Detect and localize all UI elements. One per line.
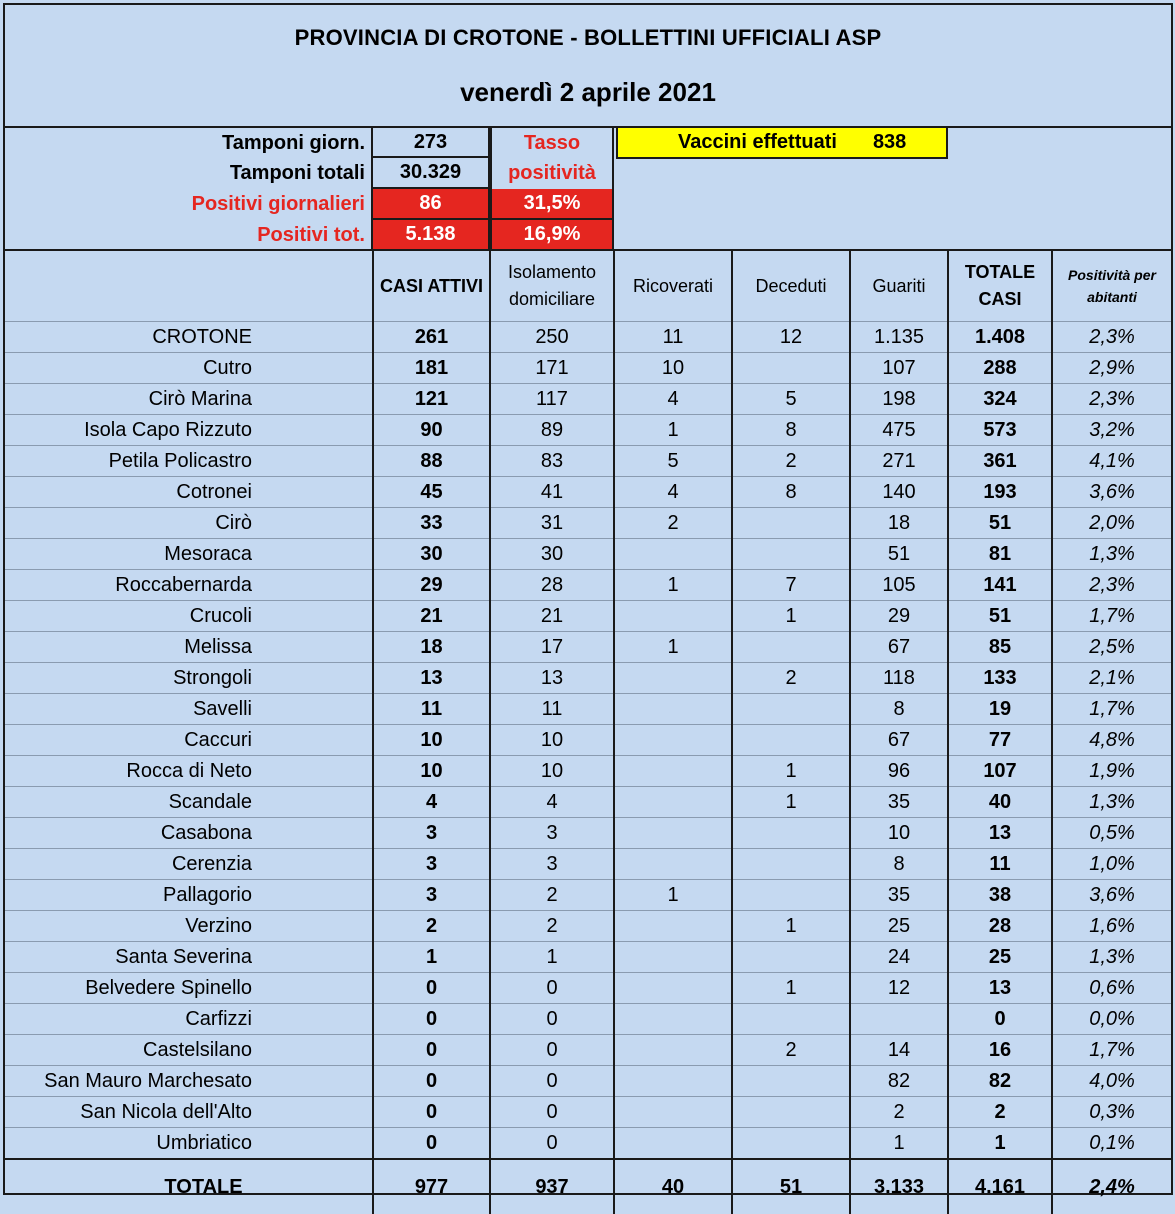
row-positivita: 1,3% bbox=[1052, 787, 1171, 818]
header-totale-line2: CASI bbox=[978, 289, 1022, 309]
row-name: Cirò bbox=[5, 508, 373, 539]
row-deceduti bbox=[732, 353, 850, 384]
row-casi-attivi: 0 bbox=[373, 1004, 490, 1035]
row-totale-casi: 11 bbox=[948, 849, 1052, 880]
row-deceduti: 1 bbox=[732, 787, 850, 818]
row-ricoverati bbox=[614, 1128, 732, 1160]
row-ricoverati bbox=[614, 1066, 732, 1097]
table-row bbox=[5, 1035, 1171, 1066]
table-row bbox=[5, 322, 1171, 353]
header-totale-casi bbox=[948, 251, 1052, 322]
row-totale-casi: 13 bbox=[948, 818, 1052, 849]
row-isolamento: 28 bbox=[490, 570, 614, 601]
tamponi-giorn-label: Tamponi giorn. bbox=[222, 131, 365, 154]
row-deceduti: 2 bbox=[732, 446, 850, 477]
row-name: Roccabernarda bbox=[5, 570, 373, 601]
row-name: Casabona bbox=[5, 818, 373, 849]
table-row bbox=[5, 1066, 1171, 1097]
table-row bbox=[5, 477, 1171, 508]
row-casi-attivi: 977 bbox=[373, 1159, 490, 1214]
row-casi-attivi: 4 bbox=[373, 787, 490, 818]
row-casi-attivi: 3 bbox=[373, 818, 490, 849]
row-casi-attivi: 0 bbox=[373, 973, 490, 1004]
row-isolamento: 0 bbox=[490, 973, 614, 1004]
row-casi-attivi: 88 bbox=[373, 446, 490, 477]
tamponi-giorn-value: 273 bbox=[371, 128, 490, 158]
row-positivita: 2,9% bbox=[1052, 353, 1171, 384]
row-deceduti: 5 bbox=[732, 384, 850, 415]
row-casi-attivi: 90 bbox=[373, 415, 490, 446]
row-casi-attivi: 33 bbox=[373, 508, 490, 539]
row-ricoverati: 1 bbox=[614, 415, 732, 446]
row-casi-attivi: 11 bbox=[373, 694, 490, 725]
row-isolamento: 0 bbox=[490, 1097, 614, 1128]
row-guariti: 198 bbox=[850, 384, 948, 415]
row-isolamento: 0 bbox=[490, 1004, 614, 1035]
table-row bbox=[5, 1128, 1171, 1160]
vaccini-value: 838 bbox=[872, 131, 907, 153]
header-positivita-line1: Positività per bbox=[1068, 267, 1156, 283]
row-guariti bbox=[850, 1004, 948, 1035]
row-name: Belvedere Spinello bbox=[5, 973, 373, 1004]
row-deceduti: 2 bbox=[732, 1035, 850, 1066]
row-ricoverati: 4 bbox=[614, 384, 732, 415]
row-isolamento: 171 bbox=[490, 353, 614, 384]
row-ricoverati bbox=[614, 756, 732, 787]
row-deceduti: 51 bbox=[732, 1159, 850, 1214]
row-guariti: 82 bbox=[850, 1066, 948, 1097]
row-casi-attivi: 3 bbox=[373, 849, 490, 880]
header-totale-line1: TOTALE bbox=[964, 262, 1036, 282]
row-deceduti bbox=[732, 1004, 850, 1035]
tasso-label-line1: Tasso bbox=[490, 128, 614, 158]
table-row bbox=[5, 1097, 1171, 1128]
row-totale-casi: 77 bbox=[948, 725, 1052, 756]
row-guariti: 140 bbox=[850, 477, 948, 508]
row-isolamento: 117 bbox=[490, 384, 614, 415]
row-totale-casi: 324 bbox=[948, 384, 1052, 415]
row-name: Cerenzia bbox=[5, 849, 373, 880]
vaccini-box bbox=[616, 128, 948, 159]
row-ricoverati bbox=[614, 911, 732, 942]
row-guariti: 3.133 bbox=[850, 1159, 948, 1214]
row-ricoverati bbox=[614, 1004, 732, 1035]
row-casi-attivi: 2 bbox=[373, 911, 490, 942]
row-isolamento: 17 bbox=[490, 632, 614, 663]
row-name: Carfizzi bbox=[5, 1004, 373, 1035]
table-row bbox=[5, 353, 1171, 384]
row-positivita: 1,3% bbox=[1052, 942, 1171, 973]
row-totale-casi: 51 bbox=[948, 601, 1052, 632]
row-guariti: 118 bbox=[850, 663, 948, 694]
table-row bbox=[5, 818, 1171, 849]
row-ricoverati: 2 bbox=[614, 508, 732, 539]
row-positivita: 3,2% bbox=[1052, 415, 1171, 446]
row-deceduti bbox=[732, 632, 850, 663]
row-deceduti: 8 bbox=[732, 415, 850, 446]
row-deceduti bbox=[732, 725, 850, 756]
row-casi-attivi: 0 bbox=[373, 1035, 490, 1066]
row-totale-casi: 19 bbox=[948, 694, 1052, 725]
row-positivita: 0,6% bbox=[1052, 973, 1171, 1004]
row-guariti: 1 bbox=[850, 1128, 948, 1160]
row-totale-casi: 193 bbox=[948, 477, 1052, 508]
row-name: Umbriatico bbox=[5, 1128, 373, 1160]
row-deceduti bbox=[732, 1128, 850, 1160]
row-positivita: 4,8% bbox=[1052, 725, 1171, 756]
row-positivita: 0,5% bbox=[1052, 818, 1171, 849]
row-guariti: 105 bbox=[850, 570, 948, 601]
table-row bbox=[5, 911, 1171, 942]
row-casi-attivi: 10 bbox=[373, 725, 490, 756]
row-isolamento: 3 bbox=[490, 818, 614, 849]
table-row bbox=[5, 632, 1171, 663]
row-totale-casi: 16 bbox=[948, 1035, 1052, 1066]
bulletin-sheet bbox=[3, 3, 1173, 1198]
row-isolamento: 4 bbox=[490, 787, 614, 818]
row-isolamento: 2 bbox=[490, 911, 614, 942]
row-deceduti bbox=[732, 694, 850, 725]
table-row bbox=[5, 1004, 1171, 1035]
row-ricoverati: 40 bbox=[614, 1159, 732, 1214]
row-positivita: 2,5% bbox=[1052, 632, 1171, 663]
row-isolamento: 0 bbox=[490, 1128, 614, 1160]
row-name: Strongoli bbox=[5, 663, 373, 694]
row-name: San Nicola dell'Alto bbox=[5, 1097, 373, 1128]
row-totale-casi: 38 bbox=[948, 880, 1052, 911]
row-totale-casi: 361 bbox=[948, 446, 1052, 477]
row-ricoverati bbox=[614, 663, 732, 694]
row-ricoverati: 11 bbox=[614, 322, 732, 353]
table-row bbox=[5, 973, 1171, 1004]
row-deceduti bbox=[732, 849, 850, 880]
row-casi-attivi: 30 bbox=[373, 539, 490, 570]
row-isolamento: 30 bbox=[490, 539, 614, 570]
row-deceduti bbox=[732, 1066, 850, 1097]
row-ricoverati bbox=[614, 539, 732, 570]
positivi-giornalieri-label: Positivi giornalieri bbox=[191, 193, 365, 215]
row-casi-attivi: 0 bbox=[373, 1097, 490, 1128]
header-isolamento-line1: Isolamento bbox=[507, 262, 597, 282]
row-guariti: 475 bbox=[850, 415, 948, 446]
row-deceduti bbox=[732, 880, 850, 911]
row-positivita: 3,6% bbox=[1052, 477, 1171, 508]
row-isolamento: 41 bbox=[490, 477, 614, 508]
row-name: Castelsilano bbox=[5, 1035, 373, 1066]
vaccini-label: Vaccini effettuati bbox=[678, 131, 837, 153]
row-positivita: 1,0% bbox=[1052, 849, 1171, 880]
row-isolamento: 1 bbox=[490, 942, 614, 973]
row-casi-attivi: 181 bbox=[373, 353, 490, 384]
row-deceduti: 2 bbox=[732, 663, 850, 694]
row-name: Verzino bbox=[5, 911, 373, 942]
row-totale-casi: 82 bbox=[948, 1066, 1052, 1097]
row-totale-casi: 141 bbox=[948, 570, 1052, 601]
page-title: PROVINCIA DI CROTONE - BOLLETTINI UFFICIALI ASP bbox=[294, 25, 882, 50]
row-guariti: 8 bbox=[850, 694, 948, 725]
table-row bbox=[5, 942, 1171, 973]
header-ricoverati: Ricoverati bbox=[614, 251, 732, 322]
table-row bbox=[5, 694, 1171, 725]
row-guariti: 96 bbox=[850, 756, 948, 787]
tasso-totale-value: 16,9% bbox=[490, 220, 614, 251]
row-deceduti: 8 bbox=[732, 477, 850, 508]
row-deceduti: 1 bbox=[732, 756, 850, 787]
row-isolamento: 21 bbox=[490, 601, 614, 632]
table-row bbox=[5, 880, 1171, 911]
header-comune bbox=[5, 251, 373, 322]
row-positivita: 2,1% bbox=[1052, 663, 1171, 694]
row-isolamento: 250 bbox=[490, 322, 614, 353]
header-positivita bbox=[1052, 251, 1171, 322]
row-positivita: 0,3% bbox=[1052, 1097, 1171, 1128]
row-positivita: 2,3% bbox=[1052, 570, 1171, 601]
row-casi-attivi: 0 bbox=[373, 1066, 490, 1097]
row-ricoverati bbox=[614, 973, 732, 1004]
row-name: Cirò Marina bbox=[5, 384, 373, 415]
row-ricoverati bbox=[614, 787, 732, 818]
row-positivita: 1,7% bbox=[1052, 601, 1171, 632]
row-deceduti: 12 bbox=[732, 322, 850, 353]
row-totale-casi: 2 bbox=[948, 1097, 1052, 1128]
row-ricoverati bbox=[614, 942, 732, 973]
row-totale-casi: 25 bbox=[948, 942, 1052, 973]
row-casi-attivi: 121 bbox=[373, 384, 490, 415]
row-totale-casi: 573 bbox=[948, 415, 1052, 446]
row-guariti: 1.135 bbox=[850, 322, 948, 353]
row-totale-casi: 28 bbox=[948, 911, 1052, 942]
row-casi-attivi: 3 bbox=[373, 880, 490, 911]
table-row bbox=[5, 446, 1171, 477]
row-ricoverati bbox=[614, 1097, 732, 1128]
row-guariti: 24 bbox=[850, 942, 948, 973]
header-isolamento bbox=[490, 251, 614, 322]
row-isolamento: 3 bbox=[490, 849, 614, 880]
row-deceduti bbox=[732, 508, 850, 539]
row-deceduti bbox=[732, 1097, 850, 1128]
row-positivita: 1,9% bbox=[1052, 756, 1171, 787]
row-totale-casi: 1 bbox=[948, 1128, 1052, 1160]
row-totale-casi: 288 bbox=[948, 353, 1052, 384]
row-guariti: 107 bbox=[850, 353, 948, 384]
row-guariti: 12 bbox=[850, 973, 948, 1004]
row-positivita: 0,0% bbox=[1052, 1004, 1171, 1035]
row-ricoverati: 5 bbox=[614, 446, 732, 477]
row-ricoverati: 1 bbox=[614, 880, 732, 911]
positivi-giornalieri-value: 86 bbox=[371, 189, 490, 220]
row-positivita: 0,1% bbox=[1052, 1128, 1171, 1160]
row-guariti: 14 bbox=[850, 1035, 948, 1066]
row-positivita: 1,7% bbox=[1052, 694, 1171, 725]
row-casi-attivi: 0 bbox=[373, 1128, 490, 1160]
row-guariti: 25 bbox=[850, 911, 948, 942]
table-row bbox=[5, 601, 1171, 632]
header-positivita-line2: abitanti bbox=[1087, 289, 1137, 305]
row-name: Scandale bbox=[5, 787, 373, 818]
header-guariti: Guariti bbox=[850, 251, 948, 322]
row-totale-casi: 81 bbox=[948, 539, 1052, 570]
row-positivita: 1,3% bbox=[1052, 539, 1171, 570]
table-row bbox=[5, 663, 1171, 694]
row-ricoverati bbox=[614, 694, 732, 725]
row-name: Petila Policastro bbox=[5, 446, 373, 477]
table-row bbox=[5, 415, 1171, 446]
row-positivita: 2,0% bbox=[1052, 508, 1171, 539]
row-ricoverati: 1 bbox=[614, 570, 732, 601]
row-casi-attivi: 10 bbox=[373, 756, 490, 787]
row-positivita: 3,6% bbox=[1052, 880, 1171, 911]
row-isolamento: 13 bbox=[490, 663, 614, 694]
row-guariti: 8 bbox=[850, 849, 948, 880]
row-deceduti: 1 bbox=[732, 973, 850, 1004]
row-ricoverati: 1 bbox=[614, 632, 732, 663]
row-guariti: 29 bbox=[850, 601, 948, 632]
row-name: Caccuri bbox=[5, 725, 373, 756]
row-deceduti: 1 bbox=[732, 911, 850, 942]
row-casi-attivi: 45 bbox=[373, 477, 490, 508]
tasso-giornaliero-value: 31,5% bbox=[490, 189, 614, 220]
row-name: San Mauro Marchesato bbox=[5, 1066, 373, 1097]
row-guariti: 67 bbox=[850, 725, 948, 756]
row-name: Isola Capo Rizzuto bbox=[5, 415, 373, 446]
row-isolamento: 937 bbox=[490, 1159, 614, 1214]
table-row bbox=[5, 539, 1171, 570]
row-name: TOTALE bbox=[5, 1159, 373, 1214]
row-guariti: 51 bbox=[850, 539, 948, 570]
row-positivita: 1,6% bbox=[1052, 911, 1171, 942]
row-ricoverati: 4 bbox=[614, 477, 732, 508]
row-deceduti bbox=[732, 539, 850, 570]
row-positivita: 2,4% bbox=[1052, 1159, 1171, 1214]
row-guariti: 10 bbox=[850, 818, 948, 849]
totals-row bbox=[5, 1159, 1171, 1214]
row-totale-casi: 133 bbox=[948, 663, 1052, 694]
row-name: Pallagorio bbox=[5, 880, 373, 911]
row-name: CROTONE bbox=[5, 322, 373, 353]
row-guariti: 2 bbox=[850, 1097, 948, 1128]
bulletin-date: venerdì 2 aprile 2021 bbox=[460, 77, 716, 107]
row-ricoverati bbox=[614, 849, 732, 880]
row-name: Rocca di Neto bbox=[5, 756, 373, 787]
header-deceduti: Deceduti bbox=[732, 251, 850, 322]
row-totale-casi: 4.161 bbox=[948, 1159, 1052, 1214]
row-totale-casi: 0 bbox=[948, 1004, 1052, 1035]
row-deceduti bbox=[732, 942, 850, 973]
row-name: Santa Severina bbox=[5, 942, 373, 973]
row-name: Mesoraca bbox=[5, 539, 373, 570]
header-casi-attivi: CASI ATTIVI bbox=[373, 251, 490, 322]
row-isolamento: 10 bbox=[490, 756, 614, 787]
row-guariti: 35 bbox=[850, 880, 948, 911]
row-isolamento: 0 bbox=[490, 1035, 614, 1066]
row-isolamento: 0 bbox=[490, 1066, 614, 1097]
row-positivita: 1,7% bbox=[1052, 1035, 1171, 1066]
row-casi-attivi: 1 bbox=[373, 942, 490, 973]
row-casi-attivi: 13 bbox=[373, 663, 490, 694]
header-isolamento-line2: domiciliare bbox=[508, 289, 596, 309]
table-row bbox=[5, 756, 1171, 787]
row-guariti: 271 bbox=[850, 446, 948, 477]
table-row bbox=[5, 570, 1171, 601]
row-ricoverati bbox=[614, 1035, 732, 1066]
cases-table bbox=[5, 251, 1171, 1214]
row-totale-casi: 107 bbox=[948, 756, 1052, 787]
row-name: Melissa bbox=[5, 632, 373, 663]
row-casi-attivi: 29 bbox=[373, 570, 490, 601]
row-isolamento: 83 bbox=[490, 446, 614, 477]
tamponi-totali-value: 30.329 bbox=[371, 158, 490, 189]
table-row bbox=[5, 725, 1171, 756]
row-casi-attivi: 261 bbox=[373, 322, 490, 353]
row-guariti: 35 bbox=[850, 787, 948, 818]
tamponi-totali-label: Tamponi totali bbox=[229, 162, 365, 184]
row-name: Cutro bbox=[5, 353, 373, 384]
row-deceduti bbox=[732, 818, 850, 849]
row-ricoverati bbox=[614, 725, 732, 756]
row-ricoverati bbox=[614, 818, 732, 849]
row-name: Savelli bbox=[5, 694, 373, 725]
row-totale-casi: 40 bbox=[948, 787, 1052, 818]
row-deceduti: 1 bbox=[732, 601, 850, 632]
row-guariti: 18 bbox=[850, 508, 948, 539]
row-casi-attivi: 18 bbox=[373, 632, 490, 663]
row-positivita: 4,1% bbox=[1052, 446, 1171, 477]
row-isolamento: 11 bbox=[490, 694, 614, 725]
positivi-tot-label: Positivi tot. bbox=[257, 224, 365, 246]
row-isolamento: 89 bbox=[490, 415, 614, 446]
table-header-row bbox=[5, 251, 1171, 322]
table-row bbox=[5, 384, 1171, 415]
row-positivita: 4,0% bbox=[1052, 1066, 1171, 1097]
tasso-label-line2: positività bbox=[490, 158, 614, 189]
row-isolamento: 2 bbox=[490, 880, 614, 911]
row-positivita: 2,3% bbox=[1052, 322, 1171, 353]
table-row bbox=[5, 787, 1171, 818]
row-positivita: 2,3% bbox=[1052, 384, 1171, 415]
row-name: Cotronei bbox=[5, 477, 373, 508]
row-ricoverati: 10 bbox=[614, 353, 732, 384]
row-casi-attivi: 21 bbox=[373, 601, 490, 632]
row-totale-casi: 85 bbox=[948, 632, 1052, 663]
row-ricoverati bbox=[614, 601, 732, 632]
table-row bbox=[5, 508, 1171, 539]
row-totale-casi: 51 bbox=[948, 508, 1052, 539]
row-deceduti: 7 bbox=[732, 570, 850, 601]
row-isolamento: 10 bbox=[490, 725, 614, 756]
row-isolamento: 31 bbox=[490, 508, 614, 539]
row-totale-casi: 13 bbox=[948, 973, 1052, 1004]
table-row bbox=[5, 849, 1171, 880]
row-name: Crucoli bbox=[5, 601, 373, 632]
row-guariti: 67 bbox=[850, 632, 948, 663]
row-totale-casi: 1.408 bbox=[948, 322, 1052, 353]
positivi-tot-value: 5.138 bbox=[371, 220, 490, 251]
